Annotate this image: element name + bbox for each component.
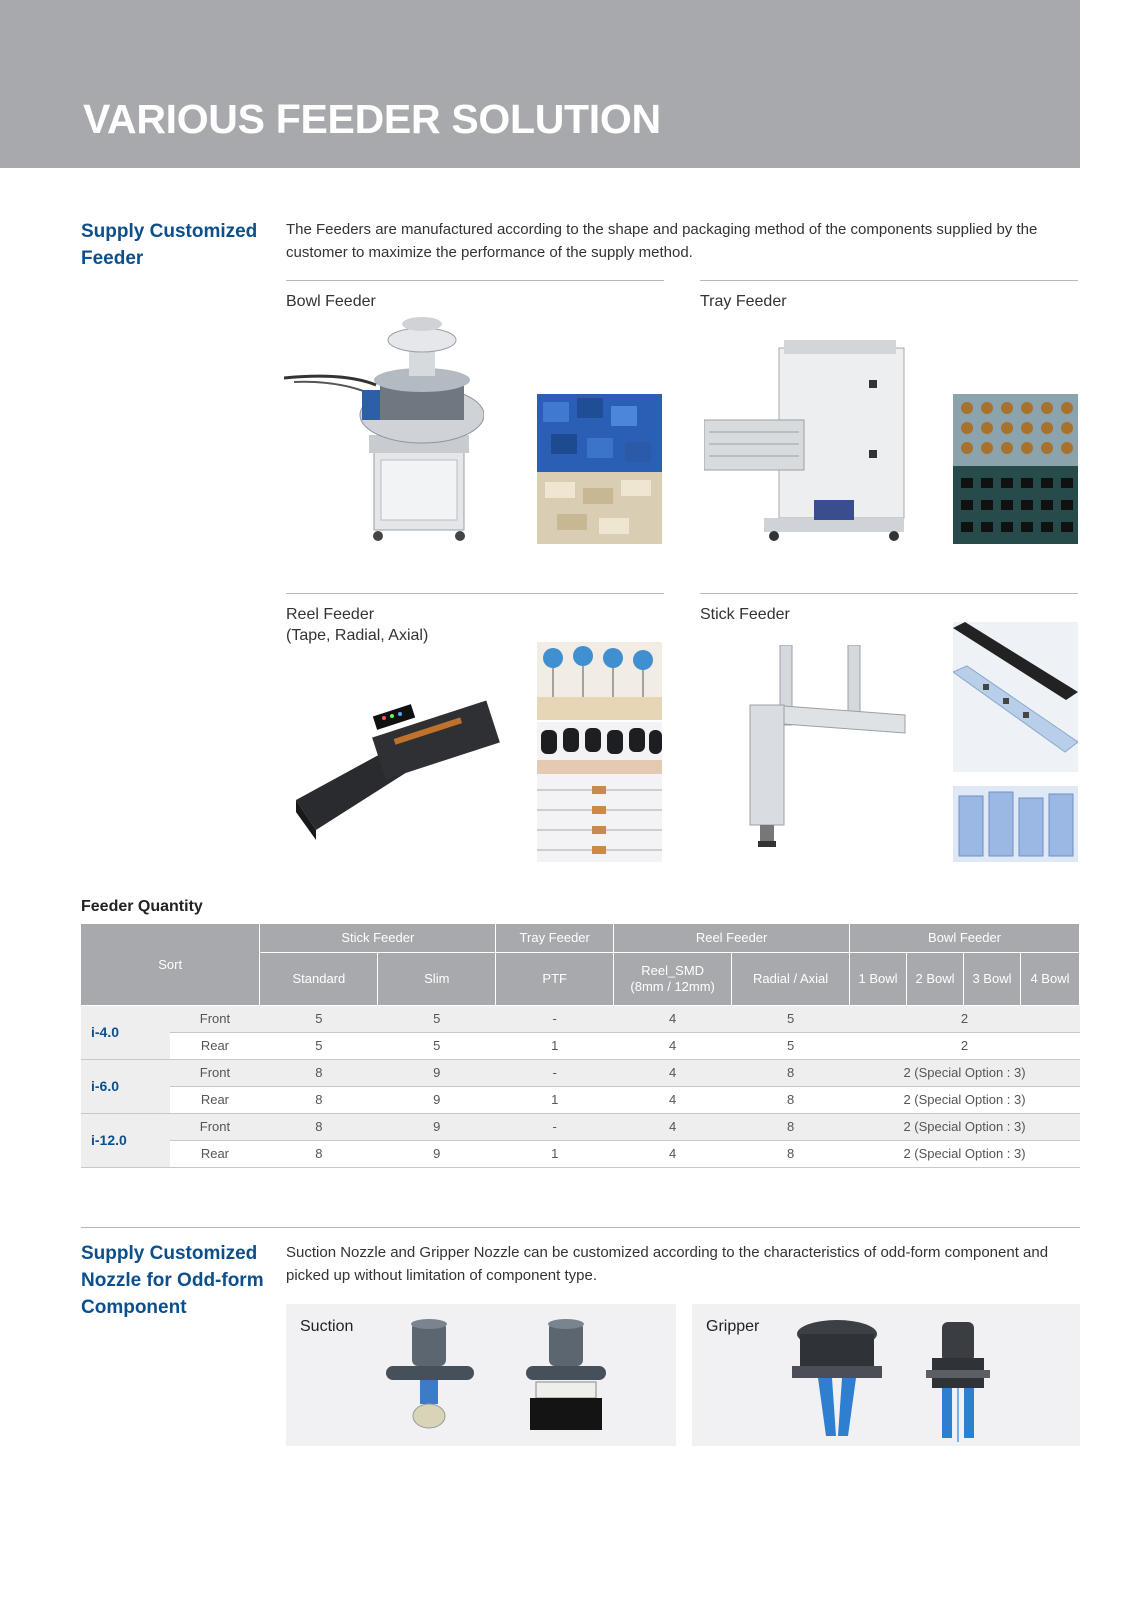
ptf-cell: 1	[496, 1086, 614, 1113]
table-row	[81, 1086, 1080, 1113]
standard-cell: 8	[260, 1113, 378, 1140]
slim-cell: 5	[378, 1032, 496, 1059]
subheader-1-bowl: 1 Bowl	[850, 952, 907, 1005]
model-cell: i-4.0	[81, 1005, 170, 1059]
gripper-label: Gripper	[706, 1318, 760, 1335]
header-bowl-feeder: Bowl Feeder	[850, 924, 1080, 952]
position-cell: Front	[170, 1005, 260, 1032]
standard-cell: 5	[260, 1005, 378, 1032]
table-row	[81, 1140, 1080, 1167]
ptf-cell: -	[496, 1005, 614, 1032]
reel-smd-cell: 4	[614, 1086, 732, 1113]
reel-smd-cell: 4	[614, 1005, 732, 1032]
subheader-reel-smd: Reel_SMD (8mm / 12mm)	[614, 952, 732, 1005]
subheader-standard: Standard	[260, 952, 378, 1005]
section-intro-feeder: The Feeders are manufactured according to the shape and packaging method of the components supplied by the customer to maximize the performance of the supply method.	[286, 221, 1038, 261]
position-cell: Rear	[170, 1140, 260, 1167]
radial-cell: 8	[732, 1086, 850, 1113]
bowl-feeder-label: Bowl Feeder	[286, 293, 376, 310]
page-title: VARIOUS FEEDER SOLUTION	[83, 96, 661, 142]
standard-cell: 5	[260, 1032, 378, 1059]
model-cell: i-12.0	[81, 1113, 170, 1167]
subheader-slim: Slim	[378, 952, 496, 1005]
standard-cell: 8	[260, 1086, 378, 1113]
section-title-feeder: Supply Customized Feeder	[81, 221, 258, 269]
subheader-ptf: PTF	[496, 952, 614, 1005]
header-tray-feeder: Tray Feeder	[496, 924, 614, 952]
slim-cell: 9	[378, 1140, 496, 1167]
subheader-2-bowl: 2 Bowl	[907, 952, 964, 1005]
bowl-cell: 2	[850, 1032, 1080, 1059]
feeder-quantity-title: Feeder Quantity	[81, 898, 203, 915]
section-divider	[81, 1227, 1080, 1228]
standard-cell: 8	[260, 1140, 378, 1167]
radial-cell: 8	[732, 1140, 850, 1167]
bowl-cell: 2 (Special Option : 3)	[850, 1059, 1080, 1086]
capacitor-components-image	[537, 394, 662, 472]
section-title-nozzle: Supply Customized Nozzle for Odd-form Component	[81, 1243, 264, 1318]
stick-tube-profiles-image	[953, 786, 1078, 862]
stick-feeder-machine-image	[730, 645, 910, 855]
position-cell: Rear	[170, 1086, 260, 1113]
radial-components-image	[537, 642, 662, 720]
reel-smd-cell: 4	[614, 1032, 732, 1059]
slim-cell: 9	[378, 1086, 496, 1113]
ptf-cell: -	[496, 1059, 614, 1086]
position-cell: Front	[170, 1059, 260, 1086]
radial-cell: 8	[732, 1113, 850, 1140]
tray-components-image	[953, 394, 1078, 544]
ptf-cell: 1	[496, 1032, 614, 1059]
bowl-feeder-machine-image	[284, 310, 484, 550]
page-header	[0, 0, 1080, 168]
radial-cell: 5	[732, 1032, 850, 1059]
radial-cell: 5	[732, 1005, 850, 1032]
bowl-cell: 2 (Special Option : 3)	[850, 1140, 1080, 1167]
subheader-4-bowl: 4 Bowl	[1020, 952, 1079, 1005]
reel-smd-cell: 4	[614, 1059, 732, 1086]
model-cell: i-6.0	[81, 1059, 170, 1113]
tray-feeder-machine-image	[704, 340, 909, 545]
reel-feeder-label: Reel Feeder (Tape, Radial, Axial)	[286, 606, 429, 644]
slim-cell: 9	[378, 1113, 496, 1140]
subheader-radial-axial: Radial / Axial	[732, 952, 850, 1005]
slim-cell: 9	[378, 1059, 496, 1086]
slim-cell: 5	[378, 1005, 496, 1032]
suction-nozzle-image	[386, 1318, 616, 1438]
position-cell: Front	[170, 1113, 260, 1140]
subheader-3-bowl: 3 Bowl	[963, 952, 1020, 1005]
stick-feeder-label: Stick Feeder	[700, 606, 790, 623]
header-stick-feeder: Stick Feeder	[260, 924, 496, 952]
header-sort: Sort	[81, 924, 260, 1005]
suction-panel	[286, 1304, 676, 1446]
table-row	[81, 1059, 1080, 1086]
gripper-panel	[692, 1304, 1080, 1446]
ptf-cell: 1	[496, 1140, 614, 1167]
section-intro-nozzle: Suction Nozzle and Gripper Nozzle can be customized according to the characteristics of odd-form component and picked up without limitation of component type.	[286, 1244, 1049, 1284]
bowl-cell: 2	[850, 1005, 1080, 1032]
table-row	[81, 1032, 1080, 1059]
axial-components-image	[537, 722, 662, 862]
bowl-cell: 2 (Special Option : 3)	[850, 1113, 1080, 1140]
stick-tubes-image	[953, 622, 1078, 772]
header-reel-feeder: Reel Feeder	[614, 924, 850, 952]
ptf-cell: -	[496, 1113, 614, 1140]
position-cell: Rear	[170, 1032, 260, 1059]
tray-feeder-label: Tray Feeder	[700, 293, 787, 310]
reel-smd-cell: 4	[614, 1113, 732, 1140]
bowl-cell: 2 (Special Option : 3)	[850, 1086, 1080, 1113]
radial-cell: 8	[732, 1059, 850, 1086]
reel-smd-cell: 4	[614, 1140, 732, 1167]
feeder-quantity-table	[81, 924, 1080, 1168]
table-row	[81, 1005, 1080, 1032]
suction-label: Suction	[300, 1318, 354, 1335]
standard-cell: 8	[260, 1059, 378, 1086]
gripper-nozzle-image	[792, 1318, 1012, 1443]
table-row	[81, 1113, 1080, 1140]
connector-components-image	[537, 472, 662, 544]
reel-feeder-machine-image	[296, 700, 516, 840]
